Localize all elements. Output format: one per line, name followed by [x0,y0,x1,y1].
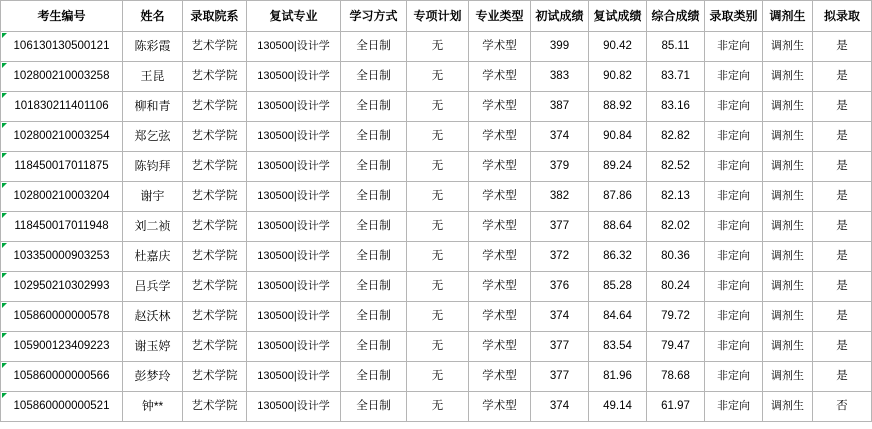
cell-study-mode: 全日制 [341,362,407,392]
cell-name: 杜嘉庆 [123,242,183,272]
cell-college: 艺术学院 [183,212,247,242]
cell-college: 艺术学院 [183,242,247,272]
cell-major: 130500|设计学 [247,392,341,422]
cell-adjusted: 调剂生 [763,152,813,182]
column-header-total-score: 综合成绩 [647,1,705,32]
cell-adjusted: 调剂生 [763,302,813,332]
cell-candidate-id: 105860000000566 [1,362,123,392]
cell-admission-category: 非定向 [705,392,763,422]
cell-college: 艺术学院 [183,122,247,152]
cell-first-exam-score: 374 [531,302,589,332]
cell-second-exam-score: 49.14 [589,392,647,422]
table-row [1,212,872,242]
table-row [1,122,872,152]
cell-major: 130500|设计学 [247,62,341,92]
cell-first-exam-score: 377 [531,362,589,392]
cell-first-exam-score: 376 [531,272,589,302]
cell-candidate-id: 105900123409223 [1,332,123,362]
cell-college: 艺术学院 [183,392,247,422]
cell-name: 陈彩霞 [123,32,183,62]
table-row [1,32,872,62]
cell-admission-category: 非定向 [705,182,763,212]
cell-name: 刘二祯 [123,212,183,242]
table-header-row [1,1,872,32]
cell-degree-type: 学术型 [469,92,531,122]
cell-total-score: 82.02 [647,212,705,242]
cell-admission-category: 非定向 [705,242,763,272]
cell-admitted: 是 [813,182,872,212]
cell-adjusted: 调剂生 [763,392,813,422]
cell-study-mode: 全日制 [341,392,407,422]
cell-candidate-id: 102800210003254 [1,122,123,152]
cell-study-mode: 全日制 [341,302,407,332]
cell-college: 艺术学院 [183,62,247,92]
cell-special-plan: 无 [407,62,469,92]
cell-admitted: 是 [813,362,872,392]
cell-special-plan: 无 [407,152,469,182]
cell-college: 艺术学院 [183,272,247,302]
table-row [1,302,872,332]
table-row [1,242,872,272]
cell-second-exam-score: 89.24 [589,152,647,182]
cell-major: 130500|设计学 [247,212,341,242]
cell-adjusted: 调剂生 [763,32,813,62]
cell-major: 130500|设计学 [247,122,341,152]
cell-first-exam-score: 383 [531,62,589,92]
cell-name: 钟** [123,392,183,422]
cell-admission-category: 非定向 [705,212,763,242]
cell-first-exam-score: 372 [531,242,589,272]
cell-second-exam-score: 88.64 [589,212,647,242]
cell-study-mode: 全日制 [341,32,407,62]
cell-adjusted: 调剂生 [763,332,813,362]
cell-admitted: 是 [813,302,872,332]
cell-candidate-id: 103350000903253 [1,242,123,272]
column-header-admission-category: 录取类别 [705,1,763,32]
cell-candidate-id: 118450017011875 [1,152,123,182]
cell-admission-category: 非定向 [705,92,763,122]
cell-special-plan: 无 [407,362,469,392]
cell-admitted: 是 [813,122,872,152]
cell-study-mode: 全日制 [341,332,407,362]
table-row [1,92,872,122]
cell-first-exam-score: 382 [531,182,589,212]
cell-first-exam-score: 377 [531,332,589,362]
cell-name: 王昆 [123,62,183,92]
cell-admitted: 是 [813,92,872,122]
cell-candidate-id: 102950210302993 [1,272,123,302]
table-row [1,332,872,362]
cell-second-exam-score: 86.32 [589,242,647,272]
cell-admission-category: 非定向 [705,332,763,362]
cell-degree-type: 学术型 [469,272,531,302]
cell-degree-type: 学术型 [469,212,531,242]
cell-study-mode: 全日制 [341,242,407,272]
cell-college: 艺术学院 [183,32,247,62]
cell-total-score: 82.82 [647,122,705,152]
cell-major: 130500|设计学 [247,92,341,122]
cell-first-exam-score: 399 [531,32,589,62]
cell-admission-category: 非定向 [705,362,763,392]
column-header-college: 录取院系 [183,1,247,32]
cell-special-plan: 无 [407,122,469,152]
cell-admitted: 是 [813,332,872,362]
cell-name: 柳和青 [123,92,183,122]
table-row [1,362,872,392]
cell-name: 赵沃林 [123,302,183,332]
column-header-degree-type: 专业类型 [469,1,531,32]
cell-name: 谢宇 [123,182,183,212]
cell-adjusted: 调剂生 [763,212,813,242]
cell-degree-type: 学术型 [469,242,531,272]
column-header-adjusted: 调剂生 [763,1,813,32]
cell-name: 谢玉婷 [123,332,183,362]
cell-second-exam-score: 85.28 [589,272,647,302]
cell-major: 130500|设计学 [247,332,341,362]
cell-first-exam-score: 377 [531,212,589,242]
cell-degree-type: 学术型 [469,32,531,62]
cell-second-exam-score: 90.84 [589,122,647,152]
cell-college: 艺术学院 [183,182,247,212]
cell-admitted: 否 [813,392,872,422]
cell-second-exam-score: 87.86 [589,182,647,212]
cell-total-score: 83.71 [647,62,705,92]
cell-second-exam-score: 83.54 [589,332,647,362]
cell-college: 艺术学院 [183,332,247,362]
cell-major: 130500|设计学 [247,302,341,332]
cell-admitted: 是 [813,242,872,272]
cell-candidate-id: 102800210003258 [1,62,123,92]
cell-admission-category: 非定向 [705,302,763,332]
cell-admitted: 是 [813,272,872,302]
cell-study-mode: 全日制 [341,272,407,302]
cell-major: 130500|设计学 [247,272,341,302]
cell-study-mode: 全日制 [341,212,407,242]
cell-special-plan: 无 [407,392,469,422]
cell-total-score: 85.11 [647,32,705,62]
cell-major: 130500|设计学 [247,242,341,272]
cell-candidate-id: 105860000000521 [1,392,123,422]
cell-candidate-id: 106130130500121 [1,32,123,62]
cell-admitted: 是 [813,152,872,182]
cell-first-exam-score: 387 [531,92,589,122]
cell-degree-type: 学术型 [469,362,531,392]
cell-major: 130500|设计学 [247,152,341,182]
column-header-first-exam-score: 初试成绩 [531,1,589,32]
cell-adjusted: 调剂生 [763,62,813,92]
cell-first-exam-score: 379 [531,152,589,182]
cell-degree-type: 学术型 [469,62,531,92]
cell-special-plan: 无 [407,272,469,302]
table-row [1,272,872,302]
cell-special-plan: 无 [407,32,469,62]
cell-admission-category: 非定向 [705,122,763,152]
cell-total-score: 61.97 [647,392,705,422]
cell-candidate-id: 101830211401106 [1,92,123,122]
cell-second-exam-score: 84.64 [589,302,647,332]
cell-college: 艺术学院 [183,152,247,182]
cell-first-exam-score: 374 [531,122,589,152]
cell-second-exam-score: 90.82 [589,62,647,92]
cell-major: 130500|设计学 [247,362,341,392]
cell-college: 艺术学院 [183,302,247,332]
column-header-study-mode: 学习方式 [341,1,407,32]
cell-candidate-id: 102800210003204 [1,182,123,212]
table-row [1,62,872,92]
cell-name: 陈钧拜 [123,152,183,182]
cell-admission-category: 非定向 [705,62,763,92]
column-header-special-plan: 专项计划 [407,1,469,32]
cell-special-plan: 无 [407,332,469,362]
column-header-name: 姓名 [123,1,183,32]
cell-study-mode: 全日制 [341,152,407,182]
cell-degree-type: 学术型 [469,302,531,332]
cell-special-plan: 无 [407,182,469,212]
cell-degree-type: 学术型 [469,152,531,182]
cell-admission-category: 非定向 [705,152,763,182]
table-row [1,182,872,212]
cell-total-score: 80.36 [647,242,705,272]
cell-adjusted: 调剂生 [763,182,813,212]
cell-admitted: 是 [813,32,872,62]
cell-special-plan: 无 [407,302,469,332]
cell-total-score: 78.68 [647,362,705,392]
cell-special-plan: 无 [407,212,469,242]
cell-candidate-id: 105860000000578 [1,302,123,332]
cell-adjusted: 调剂生 [763,272,813,302]
column-header-admitted: 拟录取 [813,1,872,32]
cell-degree-type: 学术型 [469,392,531,422]
cell-first-exam-score: 374 [531,392,589,422]
table-body [1,32,872,422]
cell-college: 艺术学院 [183,92,247,122]
cell-name: 郑乞弦 [123,122,183,152]
cell-total-score: 82.52 [647,152,705,182]
cell-major: 130500|设计学 [247,182,341,212]
cell-candidate-id: 118450017011948 [1,212,123,242]
cell-admitted: 是 [813,212,872,242]
cell-name: 吕兵学 [123,272,183,302]
cell-adjusted: 调剂生 [763,242,813,272]
cell-study-mode: 全日制 [341,62,407,92]
cell-adjusted: 调剂生 [763,362,813,392]
cell-study-mode: 全日制 [341,92,407,122]
cell-special-plan: 无 [407,242,469,272]
column-header-candidate-id: 考生编号 [1,1,123,32]
cell-name: 彭梦玲 [123,362,183,392]
cell-admitted: 是 [813,62,872,92]
cell-study-mode: 全日制 [341,182,407,212]
cell-major: 130500|设计学 [247,32,341,62]
cell-total-score: 80.24 [647,272,705,302]
table-row [1,152,872,182]
cell-second-exam-score: 90.42 [589,32,647,62]
cell-adjusted: 调剂生 [763,122,813,152]
table-row [1,392,872,422]
cell-degree-type: 学术型 [469,182,531,212]
cell-special-plan: 无 [407,92,469,122]
cell-total-score: 83.16 [647,92,705,122]
cell-admission-category: 非定向 [705,272,763,302]
column-header-second-exam-score: 复试成绩 [589,1,647,32]
cell-college: 艺术学院 [183,362,247,392]
column-header-major: 复试专业 [247,1,341,32]
cell-study-mode: 全日制 [341,122,407,152]
cell-second-exam-score: 81.96 [589,362,647,392]
cell-second-exam-score: 88.92 [589,92,647,122]
cell-total-score: 79.72 [647,302,705,332]
cell-total-score: 82.13 [647,182,705,212]
cell-admission-category: 非定向 [705,32,763,62]
cell-adjusted: 调剂生 [763,92,813,122]
cell-degree-type: 学术型 [469,332,531,362]
cell-degree-type: 学术型 [469,122,531,152]
cell-total-score: 79.47 [647,332,705,362]
